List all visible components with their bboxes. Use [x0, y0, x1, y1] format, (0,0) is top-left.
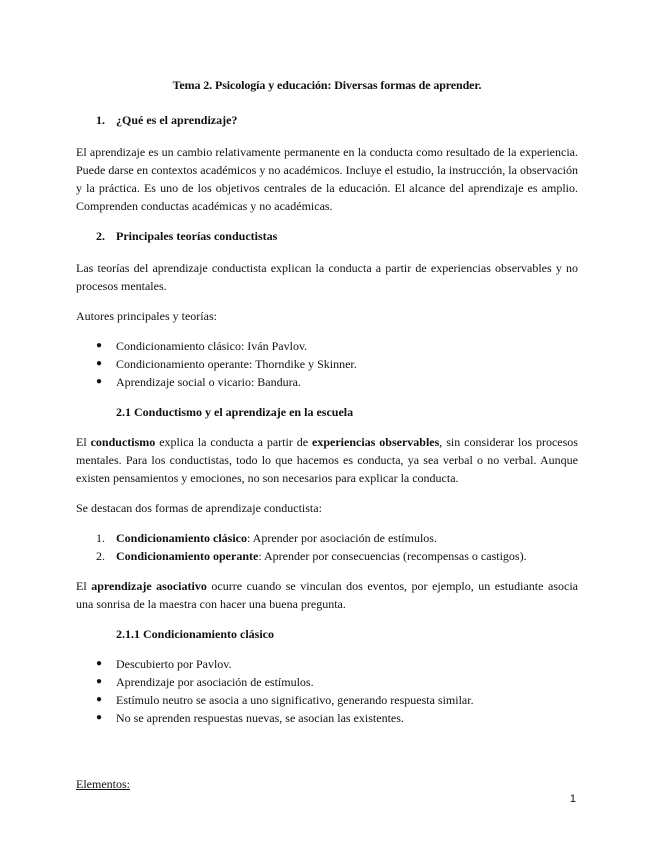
vertical-spacer: [76, 739, 578, 775]
section-2-1-paragraph-3: [76, 577, 578, 613]
text-run: ocurre cuando se vinculan dos eventos, por ejemplo, un estudiante asocia una sonrisa de la maestra con hacer una buena pregunta.: [76, 579, 578, 611]
section-1-number: 1.: [96, 113, 105, 127]
section-2-paragraph: Las teorías del aprendizaje conductista explican la conducta a partir de experiencias observables y no procesos mentales.: [76, 261, 578, 293]
list-item: [76, 709, 578, 727]
section-1-paragraph: El aprendizaje es un cambio relativamente permanente en la conducta como resultado de la experiencia. Puede darse en contextos académicos y no académicos. Incluye el estudio, la instrucción, la observación y la práctica. Es uno de los objetivos centrales de la educación. El alcance del aprendizaje es amplio. Comprenden conductas académicas y no académicas.: [76, 145, 578, 213]
list-item-text: Condicionamiento clásico: Iván Pavlov.: [116, 339, 308, 353]
section-2-heading-text: Principales teorías conductistas: [116, 229, 278, 243]
document-title: Tema 2. Psicología y educación: Diversas formas de aprender.: [172, 78, 482, 92]
list-item-text: Condicionamiento operante: Thorndike y Skinner.: [116, 357, 357, 371]
bold-term: Condicionamiento operante: [116, 549, 259, 563]
list-item-text: Aprendizaje social o vicario: Bandura.: [116, 375, 301, 389]
bold-term: Condicionamiento clásico: [116, 531, 247, 545]
authors-intro: Autores principales y teorías:: [76, 309, 217, 323]
section-2-heading: [76, 227, 578, 245]
list-item-text: Estímulo neutro se asocia a uno significativo, generando respuesta similar.: [116, 693, 474, 707]
classical-conditioning-list: [76, 655, 578, 727]
bold-term-aprendizaje-asociativo: aprendizaje asociativo: [91, 579, 207, 593]
bold-term-experiencias: experiencias observables: [312, 435, 440, 449]
list-item-text: Aprendizaje por asociación de estímulos.: [116, 675, 314, 689]
section-1-heading: [76, 111, 578, 129]
section-2-number: 2.: [96, 229, 105, 243]
text-run: , sin considerar los procesos mentales. Para los conductistas, todo lo que hacemos es conducta, ya sea verbal o no verbal. Aunque existen pensamientos y emociones, no son necesarios para explicar la conducta.: [76, 435, 578, 485]
section-2-1-paragraph-2: Se destacan dos formas de aprendizaje conductista:: [76, 501, 322, 515]
list-item: [76, 691, 578, 709]
section-2-1-1-heading: 2.1.1 Condicionamiento clásico: [116, 627, 274, 641]
list-item-text: : Aprender por consecuencias (recompensas o castigos).: [258, 549, 527, 563]
bullet-icon: ●: [96, 658, 103, 669]
bullet-icon: ●: [96, 712, 103, 723]
text-run: El: [76, 579, 92, 593]
list-item-text: Descubierto por Pavlov.: [116, 657, 232, 671]
list-item-text: No se aprenden respuestas nuevas, se asocian las existentes.: [116, 711, 404, 725]
section-1-heading-text: ¿Qué es el aprendizaje?: [116, 113, 238, 127]
list-item: [76, 673, 578, 691]
list-number: 2.: [96, 549, 105, 563]
section-2-1-paragraph-1: [76, 433, 578, 487]
bullet-icon: ●: [96, 376, 103, 387]
bold-term-conductismo: conductismo: [90, 435, 156, 449]
list-item: [76, 355, 578, 373]
text-run: El: [76, 435, 91, 449]
list-item: [76, 337, 578, 355]
bullet-icon: ●: [96, 340, 103, 351]
bullet-icon: ●: [96, 358, 103, 369]
list-item-text: : Aprender por asociación de estímulos.: [247, 531, 437, 545]
list-item: [76, 373, 578, 391]
text-run: explica la conducta a partir de: [155, 435, 313, 449]
forms-list: [76, 529, 578, 565]
page-number: 1: [569, 793, 576, 805]
bullet-icon: ●: [96, 676, 103, 687]
section-2-1-heading: 2.1 Conductismo y el aprendizaje en la escuela: [116, 405, 354, 419]
page-content: [76, 76, 578, 805]
bullet-icon: ●: [96, 694, 103, 705]
elementos-heading: Elementos:: [76, 777, 130, 791]
list-item: [76, 529, 578, 547]
list-item: [76, 547, 578, 565]
authors-list: [76, 337, 578, 391]
list-item: [76, 655, 578, 673]
list-number: 1.: [96, 531, 105, 545]
